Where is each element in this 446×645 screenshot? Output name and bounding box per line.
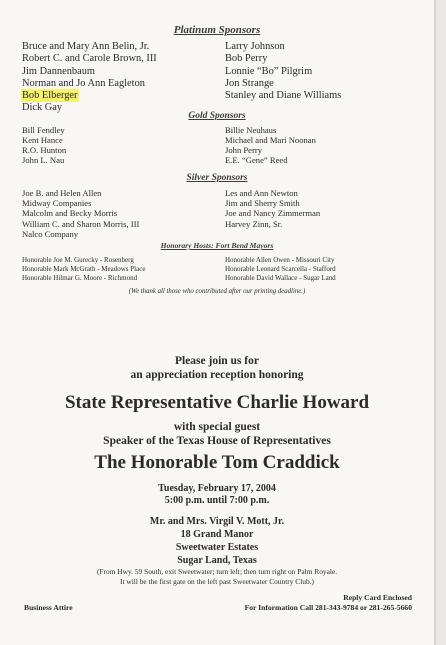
mayor-name: Honorable Mark McGrath - Meadows Place (22, 265, 146, 274)
sponsor-name: Norman and Jo Ann Eagleton (22, 77, 145, 89)
honorary-left-column (22, 256, 145, 283)
silver-sponsors-heading: Silver Sponsors (186, 173, 248, 183)
mayor-name: Honorable Allen Owen - Missouri City (225, 256, 335, 264)
sponsor-name: John Perry (225, 145, 262, 155)
sponsor-name: Michael and Mari Noonan (225, 135, 316, 145)
sponsor-name: R.O. Hunton (22, 145, 67, 155)
sponsor-name: John L. Nau (22, 155, 65, 165)
attire-note: Business Attire (24, 603, 73, 612)
mayor-name: Honorable David Wallace - Sugar Land (225, 274, 336, 283)
honorary-right-column (225, 256, 336, 283)
sponsor-name: Stanley and Diane Williams (225, 90, 342, 102)
sponsor-name: Bob Perry (225, 53, 268, 65)
gold-right-column (225, 125, 316, 165)
sponsor-name: Jon Strange (225, 77, 274, 89)
address-city: Sugar Land, Texas (177, 555, 257, 566)
sponsor-name: Dick Gay (22, 102, 63, 114)
highlighted-sponsor-name: Bob Elberger (22, 90, 78, 102)
guest-line-2: Speaker of the Texas House of Representatives (103, 435, 331, 447)
thanks-note: (We thank all those who contributed after our printing deadline.) (128, 288, 306, 295)
sponsor-name: Kent Hance (22, 135, 63, 145)
directions-line-1: (From Hwy. 59 South, exit Sweetwater; turn left; then turn right on Palm Royale. (96, 567, 338, 576)
guest-line-1: with special guest (173, 421, 261, 433)
platinum-left-column (22, 41, 157, 115)
guest-name: The Honorable Tom Craddick (94, 452, 340, 473)
sponsor-name: Joe and Nancy Zimmerman (225, 208, 321, 219)
sponsor-name: Joe B. and Helen Allen (22, 188, 102, 198)
honorary-hosts-heading: Honorary Hosts: Fort Bend Mayors (160, 241, 274, 250)
silver-right-column (225, 188, 320, 229)
mayor-name: Honorable Hilmar G. Moore - Richmond (22, 274, 138, 283)
platinum-right-column (225, 41, 341, 102)
event-time: 5:00 p.m. until 7:00 p.m. (164, 495, 270, 506)
sponsor-name: Les and Ann Newton (225, 188, 298, 198)
sponsor-name: Robert C. and Carole Brown, III (22, 53, 157, 65)
sponsor-name: Jim and Sherry Smith (225, 198, 300, 209)
address-line-2: Sweetwater Estates (175, 542, 259, 553)
silver-left-column (22, 188, 139, 239)
mayor-name: Honorable Leonard Scarcella - Stafford (225, 265, 336, 274)
invitation-line-1: Please join us for (174, 355, 259, 367)
invitation-line-2: an appreciation reception honoring (130, 369, 304, 381)
sponsor-name: Malcolm and Becky Morris (22, 208, 118, 219)
sponsor-name: Nalco Company (22, 228, 79, 239)
sponsor-name: Bill Fendley (22, 125, 65, 135)
sponsor-name: E.E. “Gene” Reed (225, 155, 288, 165)
platinum-sponsors-heading: Platinum Sponsors (173, 24, 261, 36)
sponsor-name: William C. and Sharon Morris, III (22, 218, 140, 229)
sponsor-name: Bruce and Mary Ann Belin, Jr. (22, 41, 150, 52)
honoree-name: State Representative Charlie Howard (64, 392, 370, 413)
sponsor-name: Larry Johnson (225, 41, 285, 52)
sponsor-name: Billie Neuhaus (225, 125, 277, 135)
directions-line-2: It will be the first gate on the left past Sweetwater Country Club.) (120, 577, 314, 586)
sponsor-name: Midway Companies (22, 198, 92, 209)
event-date: Tuesday, February 17, 2004 (158, 483, 276, 494)
gold-left-column (22, 125, 66, 165)
gold-sponsors-heading: Gold Sponsors (188, 111, 246, 121)
sponsor-name: Jim Dannenbaum (22, 65, 96, 77)
sponsor-name: Lonnie “Bo” Pilgrim (225, 65, 313, 77)
address-line-1: 18 Grand Manor (180, 529, 254, 540)
information-phone: For Information Call 281-343-9784 or 281-265-5660 (244, 603, 412, 612)
mayor-name: Honorable Joe M. Gurecky - Rosenberg (22, 256, 134, 264)
reply-card-note: Reply Card Enclosed (343, 593, 412, 602)
sponsor-name: Harvey Zinn, Sr. (225, 218, 283, 229)
host-name: Mr. and Mrs. Virgil V. Mott, Jr. (149, 516, 285, 527)
